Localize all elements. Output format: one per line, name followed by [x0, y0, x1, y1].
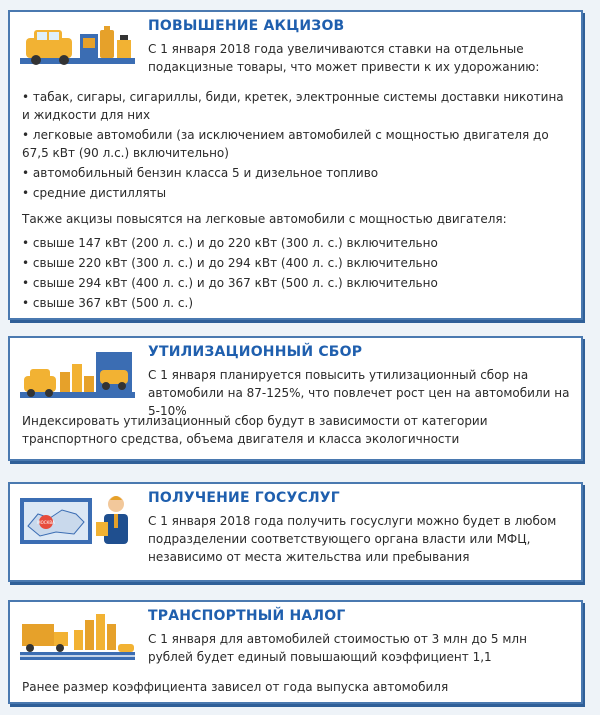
excise-card	[8, 10, 583, 320]
recycling-fee-note: Индексировать утилизационный сбор будут в зависимости от категории транспортного средства, объема двигателя и класса экологичности	[22, 414, 488, 446]
list-item: • средние дистилляты	[22, 184, 572, 202]
map-and-clerk-icon	[20, 492, 135, 552]
recycling-fee-title: УТИЛИЗАЦИОННЫЙ СБОР	[148, 344, 363, 360]
transport-tax-title: ТРАНСПОРТНЫЙ НАЛОГ	[148, 608, 346, 624]
excise-goods-list	[22, 88, 572, 202]
excise-power-list	[22, 234, 572, 312]
list-item: • табак, сигары, сигариллы, биди, кретек, электронные системы доставки никотина и жидкости для них	[22, 88, 572, 124]
car-and-goods-icon	[20, 20, 135, 80]
list-item: • свыше 147 кВт (200 л. с.) и до 220 кВт (300 л. с.) включительно	[22, 234, 572, 252]
cars-and-coins-icon	[20, 346, 135, 406]
excise-title: ПОВЫШЕНИЕ АКЦИЗОВ	[148, 18, 345, 34]
list-item: • свыше 294 кВт (400 л. с.) и до 367 кВт (500 л. с.) включительно	[22, 274, 572, 292]
transport-tax-lead: С 1 января для автомобилей стоимостью от 3 млн до 5 млн рублей будет единый повышающий коэффициент 1,1	[148, 632, 527, 664]
recycling-fee-card	[8, 336, 583, 461]
list-item: • свыше 220 кВт (300 л. с.) и до 294 кВт (400 л. с.) включительно	[22, 254, 572, 272]
list-item: • свыше 367 кВт (500 л. с.)	[22, 294, 572, 312]
public-services-lead: С 1 января 2018 года получить госуслуги можно будет в любом подразделении соответствующего органа власти или МФЦ, независимо от места жительства или пребывания	[148, 514, 557, 564]
transport-tax-card	[8, 600, 583, 704]
public-services-title: ПОЛУЧЕНИЕ ГОСУСЛУГ	[148, 490, 340, 506]
excise-note: Также акцизы повысятся на легковые автомобили с мощностью двигателя:	[22, 212, 507, 226]
excise-lead: С 1 января 2018 года увеличиваются ставки на отдельные подакцизные товары, что может привести к их удорожанию:	[148, 42, 540, 74]
list-item: • автомобильный бензин класса 5 и дизельное топливо	[22, 164, 572, 182]
transport-tax-body	[22, 678, 572, 696]
truck-and-coins-icon	[20, 610, 135, 670]
transport-tax-note: Ранее размер коэффициента зависел от года выпуска автомобиля	[22, 680, 449, 694]
list-item: • легковые автомобили (за исключением автомобилей с мощностью двигателя до 67,5 кВт (90 л.с.) включительно)	[22, 126, 572, 162]
recycling-fee-body	[22, 412, 572, 448]
recycling-fee-lead: С 1 января планируется повысить утилизационный сбор на автомобили на 87-125%, что повлечет рост цен на автомобили на 5-10%	[148, 368, 570, 418]
public-services-card	[8, 482, 583, 582]
excise-body	[22, 88, 572, 314]
moscow-badge: МОСКВА	[37, 520, 55, 525]
